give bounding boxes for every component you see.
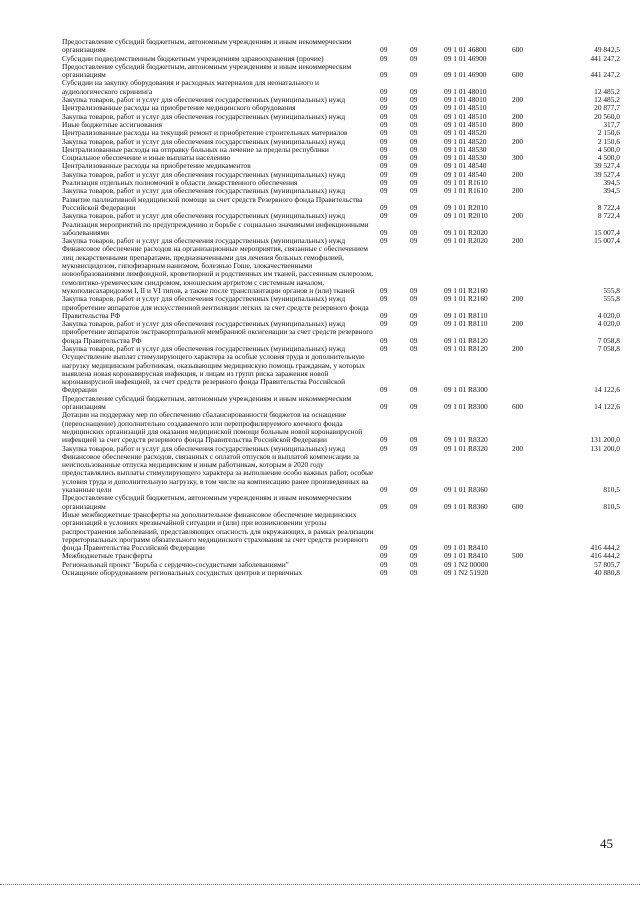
table-row (62, 221, 620, 238)
row-subsection: 09 (410, 169, 418, 179)
row-target-article: 09 1 01 R8320 (444, 435, 488, 445)
row-amount: 8 722,4 (597, 211, 620, 221)
row-section: 09 (380, 385, 388, 395)
row-target-article: 09 1 01 48520 (444, 136, 487, 146)
row-name: Дотации на поддержку мер по обеспечению сбалансированности бюджетов на оснащение (переоснащение) дополнительно создаваемого или перепрофилируемого коечного фонда медицинских организаций для оказания медицинской помощи больным новой коронавирусной инфекцией за счет средств резервного фонда Правительства Российской Федерации (62, 410, 363, 445)
row-target-article: 09 1 01 R2020 (444, 236, 488, 246)
row-amount: 49 842,5 (594, 45, 620, 55)
row-amount: 394,5 (603, 186, 620, 196)
row-subsection: 09 (410, 236, 418, 246)
row-expense-type: 200 (512, 211, 524, 221)
row-expense-type: 500 (512, 551, 524, 561)
row-amount: 131 200,0 (590, 435, 620, 445)
row-name: Развитие паллиативной медицинской помощи за счет средств Резервного фонда Правительства Российской Федерации (62, 194, 363, 212)
table-row (62, 304, 620, 321)
row-amount: 14 122,6 (594, 385, 620, 395)
row-name: Закупка товаров, работ и услуг для обеспечения государственных (муниципальных) нужд (62, 319, 346, 329)
row-target-article: 09 1 01 R8300 (444, 402, 488, 412)
row-subsection: 09 (410, 128, 418, 138)
row-target-article: 09 1 01 R8300 (444, 385, 488, 395)
table-row (62, 328, 620, 345)
row-target-article: 09 1 01 48510 (444, 103, 487, 113)
row-name: Предоставление субсидий бюджетным, автономным учреждениям и иным некоммерческим организациям (62, 393, 352, 412)
row-name: Финансовое обеспечение расходов, связанных с оплатой отпусков и выплатой компенсации за неиспользованные отпуска медицинским и иным работникам, которым в 2020 году предоставлялись выплаты стимулирующего характера за выполнение особо важных работ, особые условия труда и дополнительную нагрузку, в том числе на компенсацию ранее произведенных на указанные цели (62, 451, 374, 495)
row-expense-type: 200 (512, 95, 524, 105)
row-section: 09 (380, 501, 388, 511)
row-section: 09 (380, 144, 388, 154)
row-subsection: 09 (410, 227, 418, 237)
row-amount: 7 058,8 (597, 335, 620, 345)
row-name: Финансовое обеспечение расходов на организационные мероприятия, связанные с обеспечением лиц лекарственными препаратами, предназначенными для лечения больных гемофилией, муковисцидозом, гипофизарным нанизмом, болезнью Гоше, злокачественными новообразованиями лимфоидной, кроветворной и родственных им тканей, рассеянным склерозом, гемолитико-уремическим синдромом, юношеским артритом с системным началом, мукополисахаридозом I, II и VI типов, а также после трансплантации органов и (или) тканей (62, 244, 373, 295)
table-row (62, 63, 620, 80)
table-row (62, 245, 620, 295)
table-row (62, 511, 620, 552)
row-section: 09 (380, 568, 388, 577)
row-amount: 394,5 (603, 178, 620, 188)
row-target-article: 09 1 01 R2010 (444, 202, 488, 212)
row-target-article: 09 1 01 R8410 (444, 551, 488, 561)
row-target-article: 09 1 01 48510 (444, 119, 487, 129)
row-expense-type: 200 (512, 319, 524, 329)
row-subsection: 09 (410, 568, 418, 577)
table-row (62, 453, 620, 494)
row-amount: 4 020,0 (597, 319, 620, 329)
row-expense-type: 200 (512, 294, 524, 304)
row-section: 09 (380, 236, 388, 246)
table-row (62, 196, 620, 213)
row-section: 09 (380, 294, 388, 304)
row-expense-type: 600 (512, 501, 524, 511)
row-expense-type: 200 (512, 443, 524, 453)
row-name: Закупка товаров, работ и услуг для обеспечения государственных (муниципальных) нужд (62, 111, 346, 121)
row-subsection: 09 (410, 144, 418, 154)
row-amount: 416 444,2 (590, 551, 620, 561)
row-name: Реализация мероприятий по предупреждению и борьбе с социально значимыми инфекционными заболеваниями (62, 219, 369, 237)
row-subsection: 09 (410, 310, 418, 320)
row-section: 09 (380, 402, 388, 412)
row-target-article: 09 1 01 48510 (444, 111, 487, 121)
row-subsection: 09 (410, 178, 418, 188)
row-name: Региональный проект "Борьба с сердечно-сосудистыми заболеваниями" (62, 559, 289, 569)
row-amount: 441 247,2 (590, 53, 620, 63)
row-name: приобретение аппаратов для искусственной вентиляции легких за счет средств резервного фонда Правительства РФ (62, 302, 369, 320)
bottom-rule (0, 884, 640, 885)
row-section: 09 (380, 310, 388, 320)
row-section: 09 (380, 111, 388, 121)
row-section: 09 (380, 551, 388, 561)
row-expense-type: 600 (512, 70, 524, 80)
row-name: Закупка товаров, работ и услуг для обеспечения государственных (муниципальных) нужд (62, 186, 346, 196)
row-subsection: 09 (410, 559, 418, 569)
row-name: Оснащение оборудованием региональных сосудистых центров и первичных (62, 568, 303, 577)
budget-table (62, 38, 620, 577)
row-target-article: 09 1 01 R8120 (444, 335, 488, 345)
row-section: 09 (380, 343, 388, 353)
row-amount: 20 877,7 (594, 103, 620, 113)
row-subsection: 09 (410, 186, 418, 196)
row-section: 09 (380, 86, 388, 96)
row-amount: 12 485,2 (594, 86, 620, 96)
row-section: 09 (380, 178, 388, 188)
row-target-article: 09 1 01 R8110 (444, 310, 488, 320)
row-name: Иные межбюджетные трансферты на дополнительное финансовое обеспечение медицинских организаций в условиях чрезвычайной ситуации и (или) при возникновении угрозы распространения заболеваний, представляющих опасность для окружающих, в рамках реализации территориальных программ обязательного медицинского страхования за счет средств резервного фонда Правительства Российской Федерации (62, 509, 374, 553)
row-amount: 2 150,6 (597, 128, 620, 138)
row-subsection: 09 (410, 435, 418, 445)
row-amount: 416 444,2 (590, 543, 620, 553)
row-amount: 555,8 (603, 294, 620, 304)
table-row (62, 569, 620, 577)
row-target-article: 09 1 01 R2160 (444, 294, 488, 304)
row-section: 09 (380, 103, 388, 113)
row-expense-type: 800 (512, 119, 524, 129)
row-amount: 15 007,4 (594, 227, 620, 237)
row-name: Межбюджетные трансферты (62, 551, 153, 561)
row-name: Реализация отдельных полномочий в области лекарственного обеспечения (62, 178, 298, 188)
row-amount: 4 500,0 (597, 144, 620, 154)
row-amount: 4 020,0 (597, 310, 620, 320)
row-amount: 2 150,6 (597, 136, 620, 146)
row-section: 09 (380, 227, 388, 237)
row-subsection: 09 (410, 343, 418, 353)
table-row (62, 411, 620, 444)
row-subsection: 09 (410, 551, 418, 561)
row-name: Централизованные расходы на отправку больных на лечение за пределы республики (62, 144, 329, 154)
row-expense-type: 200 (512, 343, 524, 353)
row-target-article: 09 1 01 48520 (444, 128, 487, 138)
row-subsection: 09 (410, 136, 418, 146)
row-name: Предоставление субсидий бюджетным, автономным учреждениям и иным некоммерческим организациям (62, 61, 352, 80)
row-section: 09 (380, 285, 388, 295)
row-subsection: 09 (410, 485, 418, 495)
row-amount: 555,8 (603, 285, 620, 295)
row-name: Закупка товаров, работ и услуг для обеспечения государственных (муниципальных) нужд (62, 95, 346, 105)
row-section: 09 (380, 169, 388, 179)
row-expense-type: 200 (512, 236, 524, 246)
row-name: Закупка товаров, работ и услуг для обеспечения государственных (муниципальных) нужд (62, 136, 346, 146)
row-name: Социальное обеспечение и иные выплаты населению (62, 153, 231, 163)
row-name: Централизованные расходы на текущий ремонт и приобретение строительных материалов (62, 128, 348, 138)
row-target-article: 09 1 01 R2020 (444, 227, 488, 237)
row-section: 09 (380, 128, 388, 138)
row-subsection: 09 (410, 294, 418, 304)
row-target-article: 09 1 01 R8360 (444, 501, 488, 511)
row-amount: 317,7 (603, 119, 620, 129)
row-subsection: 09 (410, 385, 418, 395)
row-subsection: 09 (410, 335, 418, 345)
row-subsection: 09 (410, 53, 418, 63)
row-amount: 39 527,4 (594, 161, 620, 171)
row-subsection: 09 (410, 319, 418, 329)
row-target-article: 09 1 01 48530 (444, 144, 487, 154)
row-target-article: 09 1 01 48540 (444, 161, 487, 171)
table-row (62, 395, 620, 412)
row-expense-type: 200 (512, 136, 524, 146)
row-name: Централизованные расходы на приобретение медицинского оборудования (62, 103, 296, 113)
row-section: 09 (380, 45, 388, 55)
row-section: 09 (380, 70, 388, 80)
row-target-article: 09 1 N2 00000 (444, 559, 489, 569)
row-section: 09 (380, 559, 388, 569)
row-subsection: 09 (410, 402, 418, 412)
row-section: 09 (380, 186, 388, 196)
row-target-article: 09 1 01 R8110 (444, 319, 488, 329)
row-name: Субсидии на закупку оборудования и расходных материалов для неонатального и аудиологического скрининга (62, 78, 319, 96)
row-name: Предоставление субсидий бюджетным, автономным учреждениям и иным некоммерческим организациям (62, 493, 352, 511)
row-amount: 20 560,0 (594, 111, 620, 121)
row-section: 09 (380, 211, 388, 221)
row-amount: 57 805,7 (594, 559, 620, 569)
row-section: 09 (380, 95, 388, 105)
row-amount: 14 122,6 (594, 402, 620, 412)
table-row (62, 79, 620, 96)
row-target-article: 09 1 01 R2160 (444, 285, 488, 295)
row-name: Закупка товаров, работ и услуг для обеспечения государственных (муниципальных) нужд (62, 211, 346, 221)
row-amount: 441 247,2 (590, 70, 620, 80)
row-section: 09 (380, 53, 388, 63)
row-section: 09 (380, 335, 388, 345)
row-subsection: 09 (410, 161, 418, 171)
row-subsection: 09 (410, 202, 418, 212)
row-expense-type: 600 (512, 402, 524, 412)
row-name: Закупка товаров, работ и услуг для обеспечения государственных (муниципальных) нужд (62, 443, 346, 453)
row-subsection: 09 (410, 111, 418, 121)
row-name: Субсидии подведомственным бюджетным учреждениям здравоохранения (прочие) (62, 53, 324, 63)
row-expense-type: 300 (512, 153, 524, 163)
row-target-article: 09 1 01 46900 (444, 53, 487, 63)
row-amount: 40 880,8 (594, 568, 620, 577)
row-amount: 7 058,8 (597, 343, 620, 353)
page-number: 45 (600, 836, 613, 851)
row-section: 09 (380, 543, 388, 553)
row-amount: 8 722,4 (597, 202, 620, 212)
row-target-article: 09 1 01 R2010 (444, 211, 488, 221)
row-subsection: 09 (410, 443, 418, 453)
row-expense-type: 200 (512, 111, 524, 121)
row-amount: 810,5 (603, 485, 620, 495)
row-subsection: 09 (410, 153, 418, 163)
row-section: 09 (380, 443, 388, 453)
row-section: 09 (380, 485, 388, 495)
row-section: 09 (380, 319, 388, 329)
row-target-article: 09 1 01 R8360 (444, 485, 488, 495)
row-target-article: 09 1 01 46800 (444, 45, 487, 55)
row-name: Закупка товаров, работ и услуг для обеспечения государственных (муниципальных) нужд (62, 236, 346, 246)
row-amount: 810,5 (603, 501, 620, 511)
row-section: 09 (380, 153, 388, 163)
table-row (62, 353, 620, 394)
row-name: Закупка товаров, работ и услуг для обеспечения государственных (муниципальных) нужд (62, 169, 346, 179)
row-subsection: 09 (410, 103, 418, 113)
table-row (62, 494, 620, 511)
row-target-article: 09 1 01 48530 (444, 153, 487, 163)
row-section: 09 (380, 161, 388, 171)
row-name: Централизованные расходы на приобретение медикаментов (62, 161, 251, 171)
row-section: 09 (380, 435, 388, 445)
row-target-article: 09 1 01 R8320 (444, 443, 488, 453)
row-expense-type: 200 (512, 186, 524, 196)
row-section: 09 (380, 119, 388, 129)
row-section: 09 (380, 202, 388, 212)
row-subsection: 09 (410, 119, 418, 129)
row-expense-type: 200 (512, 169, 524, 179)
row-subsection: 09 (410, 501, 418, 511)
row-target-article: 09 1 01 R1610 (444, 178, 488, 188)
row-target-article: 09 1 01 48010 (444, 86, 487, 96)
row-name: Закупка товаров, работ и услуг для обеспечения государственных (муниципальных) нужд (62, 343, 346, 353)
row-subsection: 09 (410, 95, 418, 105)
row-amount: 131 200,0 (590, 443, 620, 453)
row-expense-type: 600 (512, 45, 524, 55)
row-subsection: 09 (410, 70, 418, 80)
row-target-article: 09 1 01 48540 (444, 169, 487, 179)
row-subsection: 09 (410, 543, 418, 553)
row-subsection: 09 (410, 211, 418, 221)
row-subsection: 09 (410, 86, 418, 96)
row-target-article: 09 1 01 R1610 (444, 186, 488, 196)
row-target-article: 09 1 01 R8120 (444, 343, 488, 353)
row-section: 09 (380, 136, 388, 146)
row-name: приобретение аппаратов экстракорпоральной мембранной оксигенации за счет средств резервного фонда Правительства РФ (62, 327, 373, 345)
row-amount: 15 007,4 (594, 236, 620, 246)
row-amount: 39 527,4 (594, 169, 620, 179)
row-target-article: 09 1 01 R8410 (444, 543, 488, 553)
row-name: Закупка товаров, работ и услуг для обеспечения государственных (муниципальных) нужд (62, 294, 346, 304)
row-target-article: 09 1 N2 51920 (444, 568, 489, 577)
row-subsection: 09 (410, 285, 418, 295)
table-row (62, 38, 620, 55)
row-name: Осуществление выплат стимулирующего характера за особые условия труда и дополнительную нагрузку медицинским работникам, оказывающим медицинскую помощь гражданам, у которых выявлена новая коронавирусная инфекция, и лицам из групп риска заражения новой коронавирусной инфекцией, за счет средств резервного фонда Правительства Российской Федерации (62, 352, 365, 395)
row-target-article: 09 1 01 46900 (444, 70, 487, 80)
row-name: Предоставление субсидий бюджетным, автономным учреждениям и иным некоммерческим организациям (62, 37, 352, 55)
row-name: Иные бюджетные ассигнования (62, 119, 163, 129)
row-target-article: 09 1 01 48010 (444, 95, 487, 105)
row-amount: 4 500,0 (597, 153, 620, 163)
row-amount: 12 485,2 (594, 95, 620, 105)
row-subsection: 09 (410, 45, 418, 55)
